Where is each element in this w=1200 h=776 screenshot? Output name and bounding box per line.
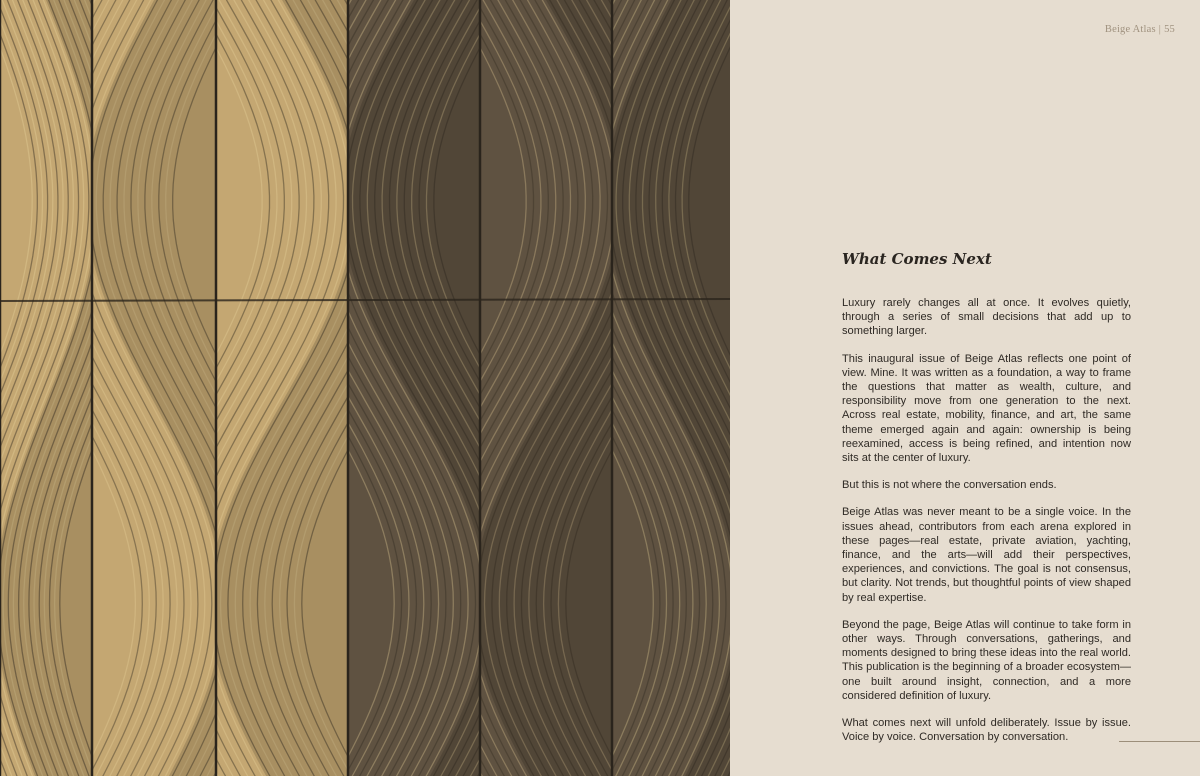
article-body: [842, 296, 1131, 757]
body-paragraph: Beige Atlas was never meant to be a single voice. In the issues ahead, contributors from each arena explored in these pages—real estate, private aviation, yachting, finance, and the arts—will add their perspectives, experiences, and convictions. The goal is not consensus, but clarity. Not trends, but thoughtful points of view shaped by real expertise.: [842, 506, 1131, 604]
article-title: What Comes Next: [842, 250, 992, 268]
page-number: 55: [1164, 24, 1175, 35]
body-paragraph: But this is not where the conversation ends.: [842, 479, 1057, 492]
body-paragraph: Beyond the page, Beige Atlas will continue to take form in other ways. Through conversations, gatherings, and moments designed to bring these ideas into the real world. This publication is the beginning of a broader ecosystem—one built around insight, connection, and a more considered definition of luxury.: [842, 618, 1131, 702]
folio-separator: |: [1158, 24, 1162, 35]
body-paragraph: Luxury rarely changes all at once. It evolves quietly, through a series of small decisions that add up to something larger.: [842, 297, 1131, 338]
publication-name: Beige Atlas: [1104, 24, 1156, 35]
body-paragraph: What comes next will unfold deliberately. Issue by issue. Voice by voice. Conversation by conversation.: [842, 717, 1131, 744]
running-head: [1105, 24, 1175, 35]
body-paragraph: This inaugural issue of Beige Atlas reflects one point of view. Mine. It was written as a foundation, a way to frame the questions that matter as wealth, culture, and responsibility move from one generation to the next. Across real estate, mobility, finance, and art, the same theme emerged again and again: ownership is being reexamined, access is being refined, and intention now sits at the center of luxury.: [842, 352, 1131, 465]
text-page: [730, 0, 1200, 776]
footer-rule: [1119, 741, 1200, 742]
